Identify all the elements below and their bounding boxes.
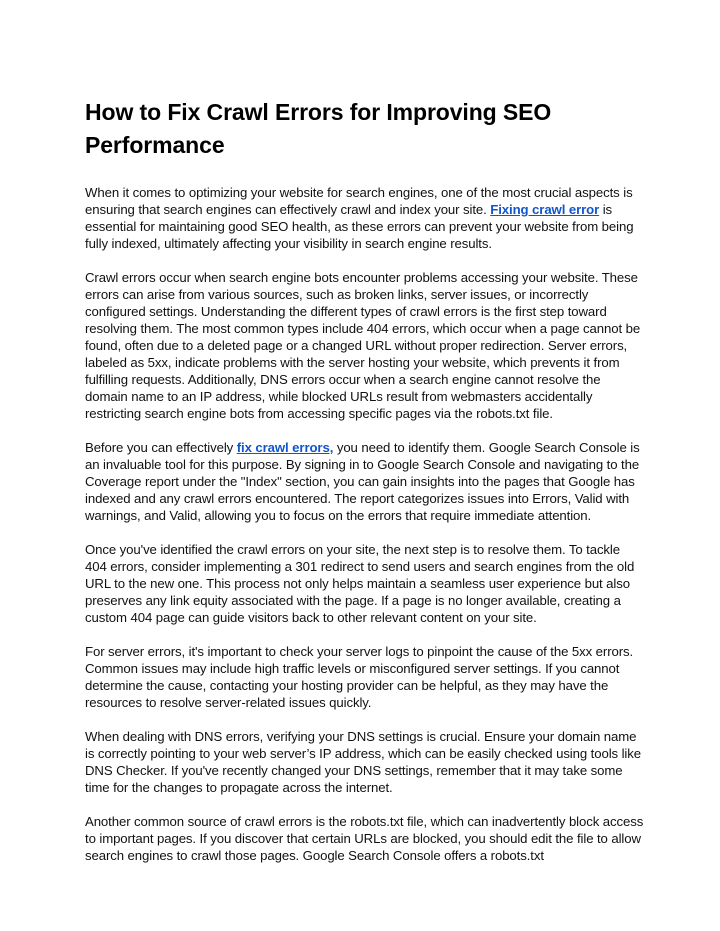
paragraph-intro-text-after: is essential for maintaining good SEO health, as these errors can prevent your website from being fully indexed, ultimately affecting your visibility in search engine results. [85,202,634,251]
paragraph-intro-text-before: When it comes to optimizing your website for search engines, one of the most crucial aspects is ensuring that search engines can effectively crawl and index your site. [85,185,633,217]
paragraph-resolve-404: Once you've identified the crawl errors on your site, the next step is to resolve them. To tackle 404 errors, consider implementing a 301 redirect to send users and search engines from the old URL to the new one. This process not only helps maintain a seamless user experience but also preserves any link equity associated with the page. If a page is no longer available, creating a custom 404 page can guide visitors back to other relevant content on your site. [85,542,635,625]
paragraph-robots-txt: Another common source of crawl errors is the robots.txt file, which can inadvertently block access to important pages. If you discover that certain URLs are blocked, you should edit the file to allow search engines to crawl those pages. Google Search Console offers a robots.txt [85,814,644,863]
article-title: How to Fix Crawl Errors for Improving SEO Performance [85,99,552,158]
paragraph-server-errors: For server errors, it's important to check your server logs to pinpoint the cause of the 5xx errors. Common issues may include high traffic levels or misconfigured server settings. If you cannot determine the cause, contacting your hosting provider can be helpful, as they may have the resources to resolve server-related issues quickly. [85,644,634,710]
paragraph-intro [85,184,645,252]
paragraph-crawl-errors-overview: Crawl errors occur when search engine bots encounter problems accessing your website. These errors can arise from various sources, such as broken links, server issues, or incorrectly configured settings. Understanding the different types of crawl errors is the first step toward resolving them. The most common types include 404 errors, which occur when a page cannot be found, often due to a deleted page or a changed URL without proper redirection. Server errors, labeled as 5xx, indicate problems with the server hosting your website, which prevents it from fulfilling requests. Additionally, DNS errors occur when a search engine cannot resolve the domain name to an IP address, while blocked URLs result from webmasters accidentally restricting search engine bots from accessing specific pages via the robots.txt file. [85,270,641,421]
paragraph-identify-text-after: you need to identify them. Google Search Console is an invaluable tool for this purpose. By signing in to Google Search Console and navigating to the Coverage report under the "Index" section, you can gain insights into the pages that Google has indexed and any crawl errors encountered. The report categorizes issues into Errors, Valid with warnings, and Valid, allowing you to focus on the errors that require immediate attention. [85,440,640,523]
fixing-crawl-error-link[interactable]: Fixing crawl error [490,202,600,217]
paragraph-dns-errors: When dealing with DNS errors, verifying your DNS settings is crucial. Ensure your domain name is correctly pointing to your web server’s IP address, which can be easily checked using tools like DNS Checker. If you've recently changed your DNS settings, remember that it may take some time for the changes to propagate across the internet. [85,729,641,795]
paragraph-identify-text-before: Before you can effectively [85,440,237,455]
fix-crawl-errors-link[interactable]: fix crawl errors, [236,440,334,455]
paragraph-identify-errors [85,439,645,524]
document-page [85,96,645,881]
